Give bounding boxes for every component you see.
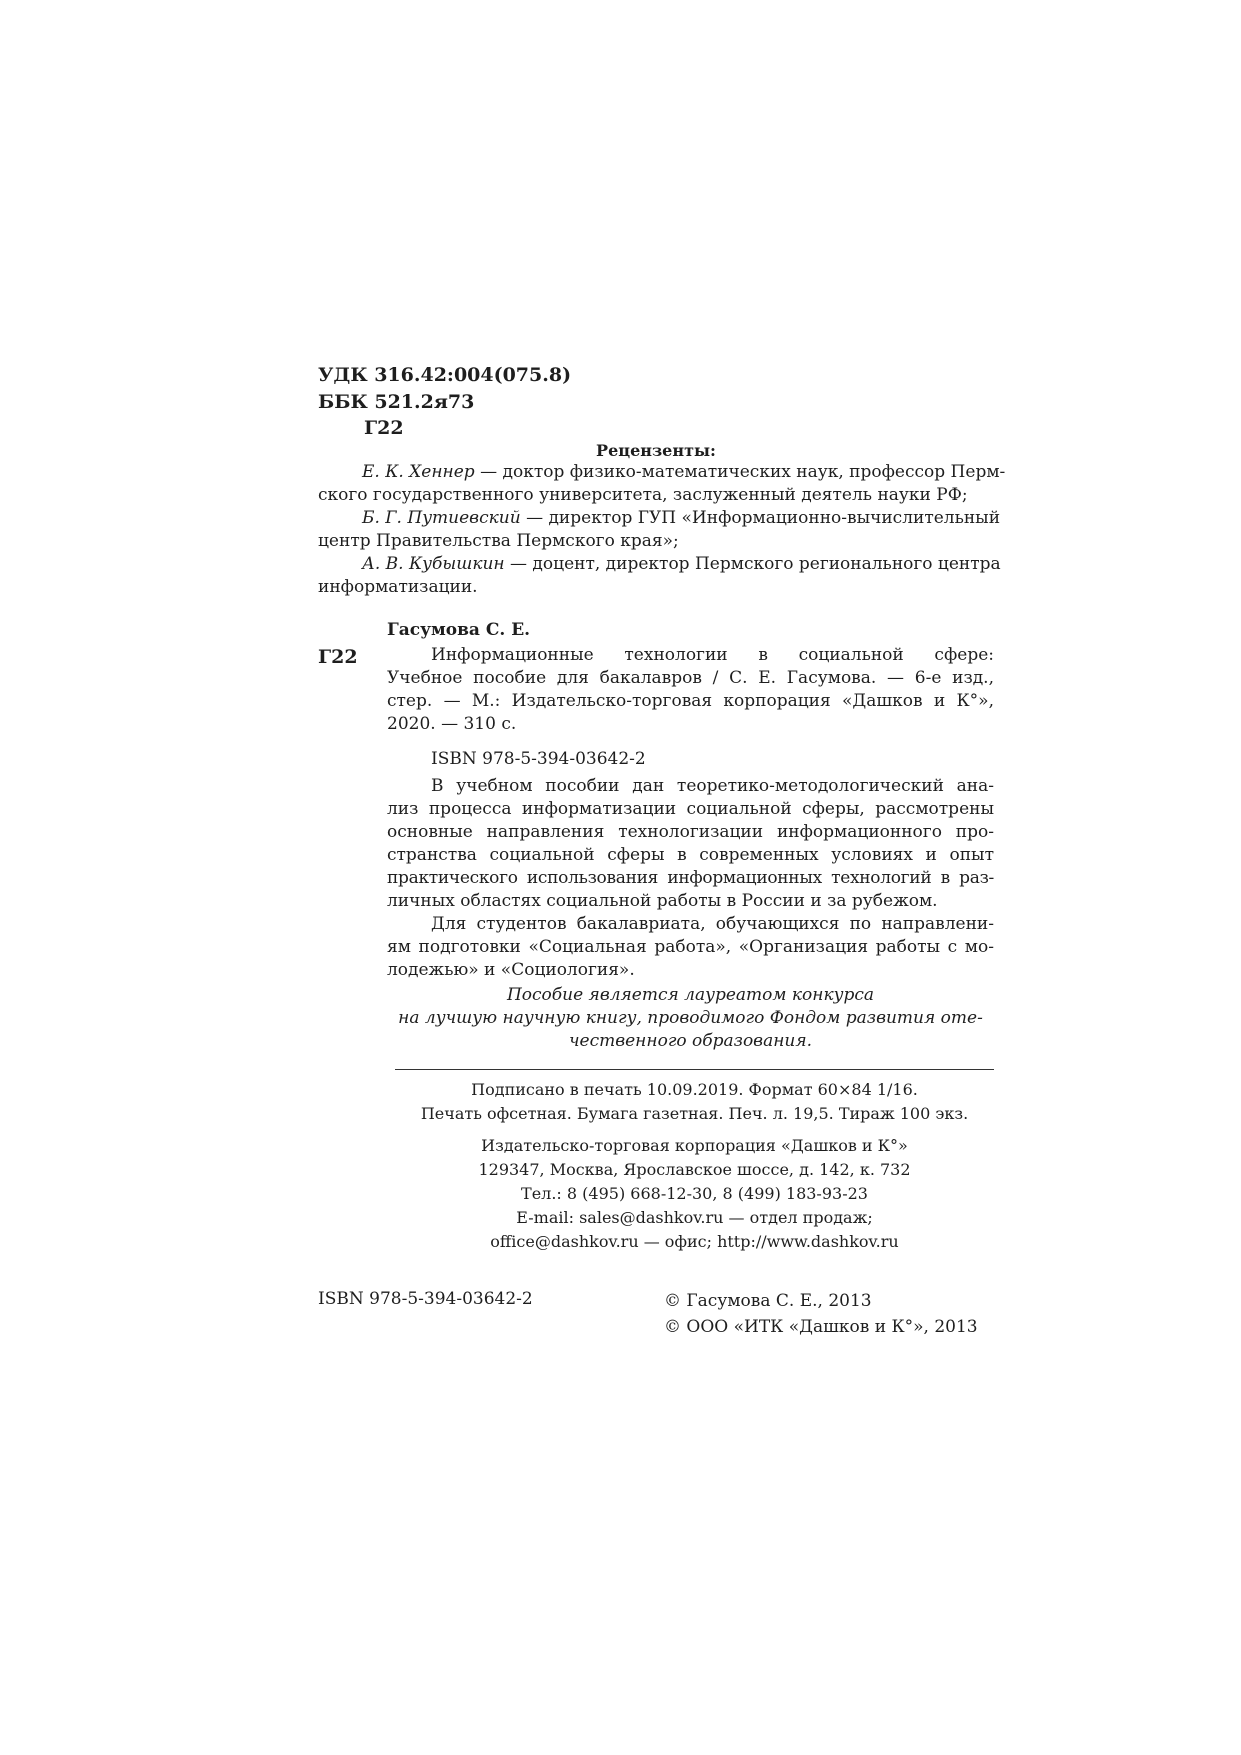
reviewer-1-line-2: ского государственного университета, заслуженный деятель науки РФ; <box>318 485 968 505</box>
book-line-3: стер. — М.: Издательско-торговая корпорация «Дашков и К°», <box>387 691 994 711</box>
reviewer-2-line-1 <box>318 507 1001 530</box>
abstract-line-2: лиз процесса информатизации социальной сферы, рассмотрены <box>387 799 994 819</box>
publisher-line-4: E-mail: sales@dashkov.ru — отдел продаж; <box>516 1208 873 1227</box>
publisher-line-1: Издательско-торговая корпорация «Дашков и К°» <box>481 1136 908 1155</box>
reviewers-list <box>318 461 1006 599</box>
bbk-code: ББК 521.2я73 <box>318 391 475 413</box>
reviewer-2-line-2: центр Правительства Пермского края»; <box>318 531 679 551</box>
reviewer-3-line-2: информатизации. <box>318 577 478 597</box>
book-description <box>387 644 994 736</box>
reviewer-2-name: Б. Г. Путиевский <box>362 508 521 528</box>
abstract-line-5: практического использования информационных технологий в раз- <box>387 868 994 888</box>
abstract-line-1: В учебном пособии дан теоретико-методологический ана- <box>431 776 994 796</box>
imprint-line-1: Подписано в печать 10.09.2019. Формат 60×84 1/16. <box>471 1080 918 1099</box>
copyright-author: © Гасумова С. Е., 2013 <box>664 1291 872 1311</box>
reviewer-2-text-1: — директор ГУП «Информационно-вычислительный <box>526 508 1001 528</box>
abstract-line-3: основные направления технологизации информационного про- <box>387 822 994 842</box>
publisher-line-5: office@dashkov.ru — офис; http://www.dashkov.ru <box>490 1232 899 1251</box>
book-isbn: ISBN 978-5-394-03642-2 <box>431 749 646 769</box>
book-line-1: Информационные технологии в социальной сфере: <box>431 645 994 665</box>
reviewer-3-text-1: — доцент, директор Пермского регионального центра <box>510 554 1001 574</box>
footer-isbn: ISBN 978-5-394-03642-2 <box>318 1289 533 1309</box>
reviewer-1-text-1: — доктор физико-математических наук, профессор Перм- <box>480 462 1006 482</box>
book-line-2: Учебное пособие для бакалавров / С. Е. Гасумова. — 6-е изд., <box>387 668 994 688</box>
imprint <box>395 1078 994 1126</box>
audience-line-3: лодежью» и «Социология». <box>387 960 635 980</box>
reviewer-3-line-1 <box>318 553 1001 576</box>
abstract-line-6: личных областях социальной работы в России и за рубежом. <box>387 891 938 911</box>
reviewer-1-name: Е. К. Хеннер <box>362 462 475 482</box>
divider <box>395 1069 994 1070</box>
abstract-line-4: странства социальной сферы в современных условиях и опыт <box>387 845 994 865</box>
copyright-publisher: © ООО «ИТК «Дашков и К°», 2013 <box>664 1317 978 1337</box>
reviewer-1-line-1 <box>318 461 1006 484</box>
laureate-line-3: чественного образования. <box>568 1031 813 1051</box>
publisher-line-3: Тел.: 8 (495) 668-12-30, 8 (499) 183-93-23 <box>521 1184 868 1203</box>
book-code: Г22 <box>318 646 358 668</box>
laureate-note <box>387 984 994 1053</box>
publisher-info <box>395 1134 994 1254</box>
copyright-block <box>664 1288 978 1340</box>
audience-line-1: Для студентов бакалавриата, обучающихся по направлени- <box>431 914 994 934</box>
book-author: Гасумова С. Е. <box>387 620 531 640</box>
reviewers-heading: Рецензенты: <box>596 441 716 460</box>
imprint-line-2: Печать офсетная. Бумага газетная. Печ. л. 19,5. Тираж 100 экз. <box>420 1104 969 1123</box>
reviewer-3-name: А. В. Кубышкин <box>362 554 505 574</box>
laureate-line-2: на лучшую научную книгу, проводимого Фондом развития оте- <box>398 1008 983 1028</box>
book-line-4: 2020. — 310 с. <box>387 714 517 734</box>
udk-code: УДК 316.42:004(075.8) <box>318 364 572 386</box>
audience <box>387 913 994 982</box>
laureate-line-1: Пособие является лауреатом конкурса <box>506 985 875 1005</box>
audience-line-2: ям подготовки «Социальная работа», «Организация работы с мо- <box>387 937 994 957</box>
author-sign-code: Г22 <box>364 417 404 439</box>
publisher-line-2: 129347, Москва, Ярославское шоссе, д. 142, к. 732 <box>478 1160 911 1179</box>
abstract <box>387 775 994 913</box>
